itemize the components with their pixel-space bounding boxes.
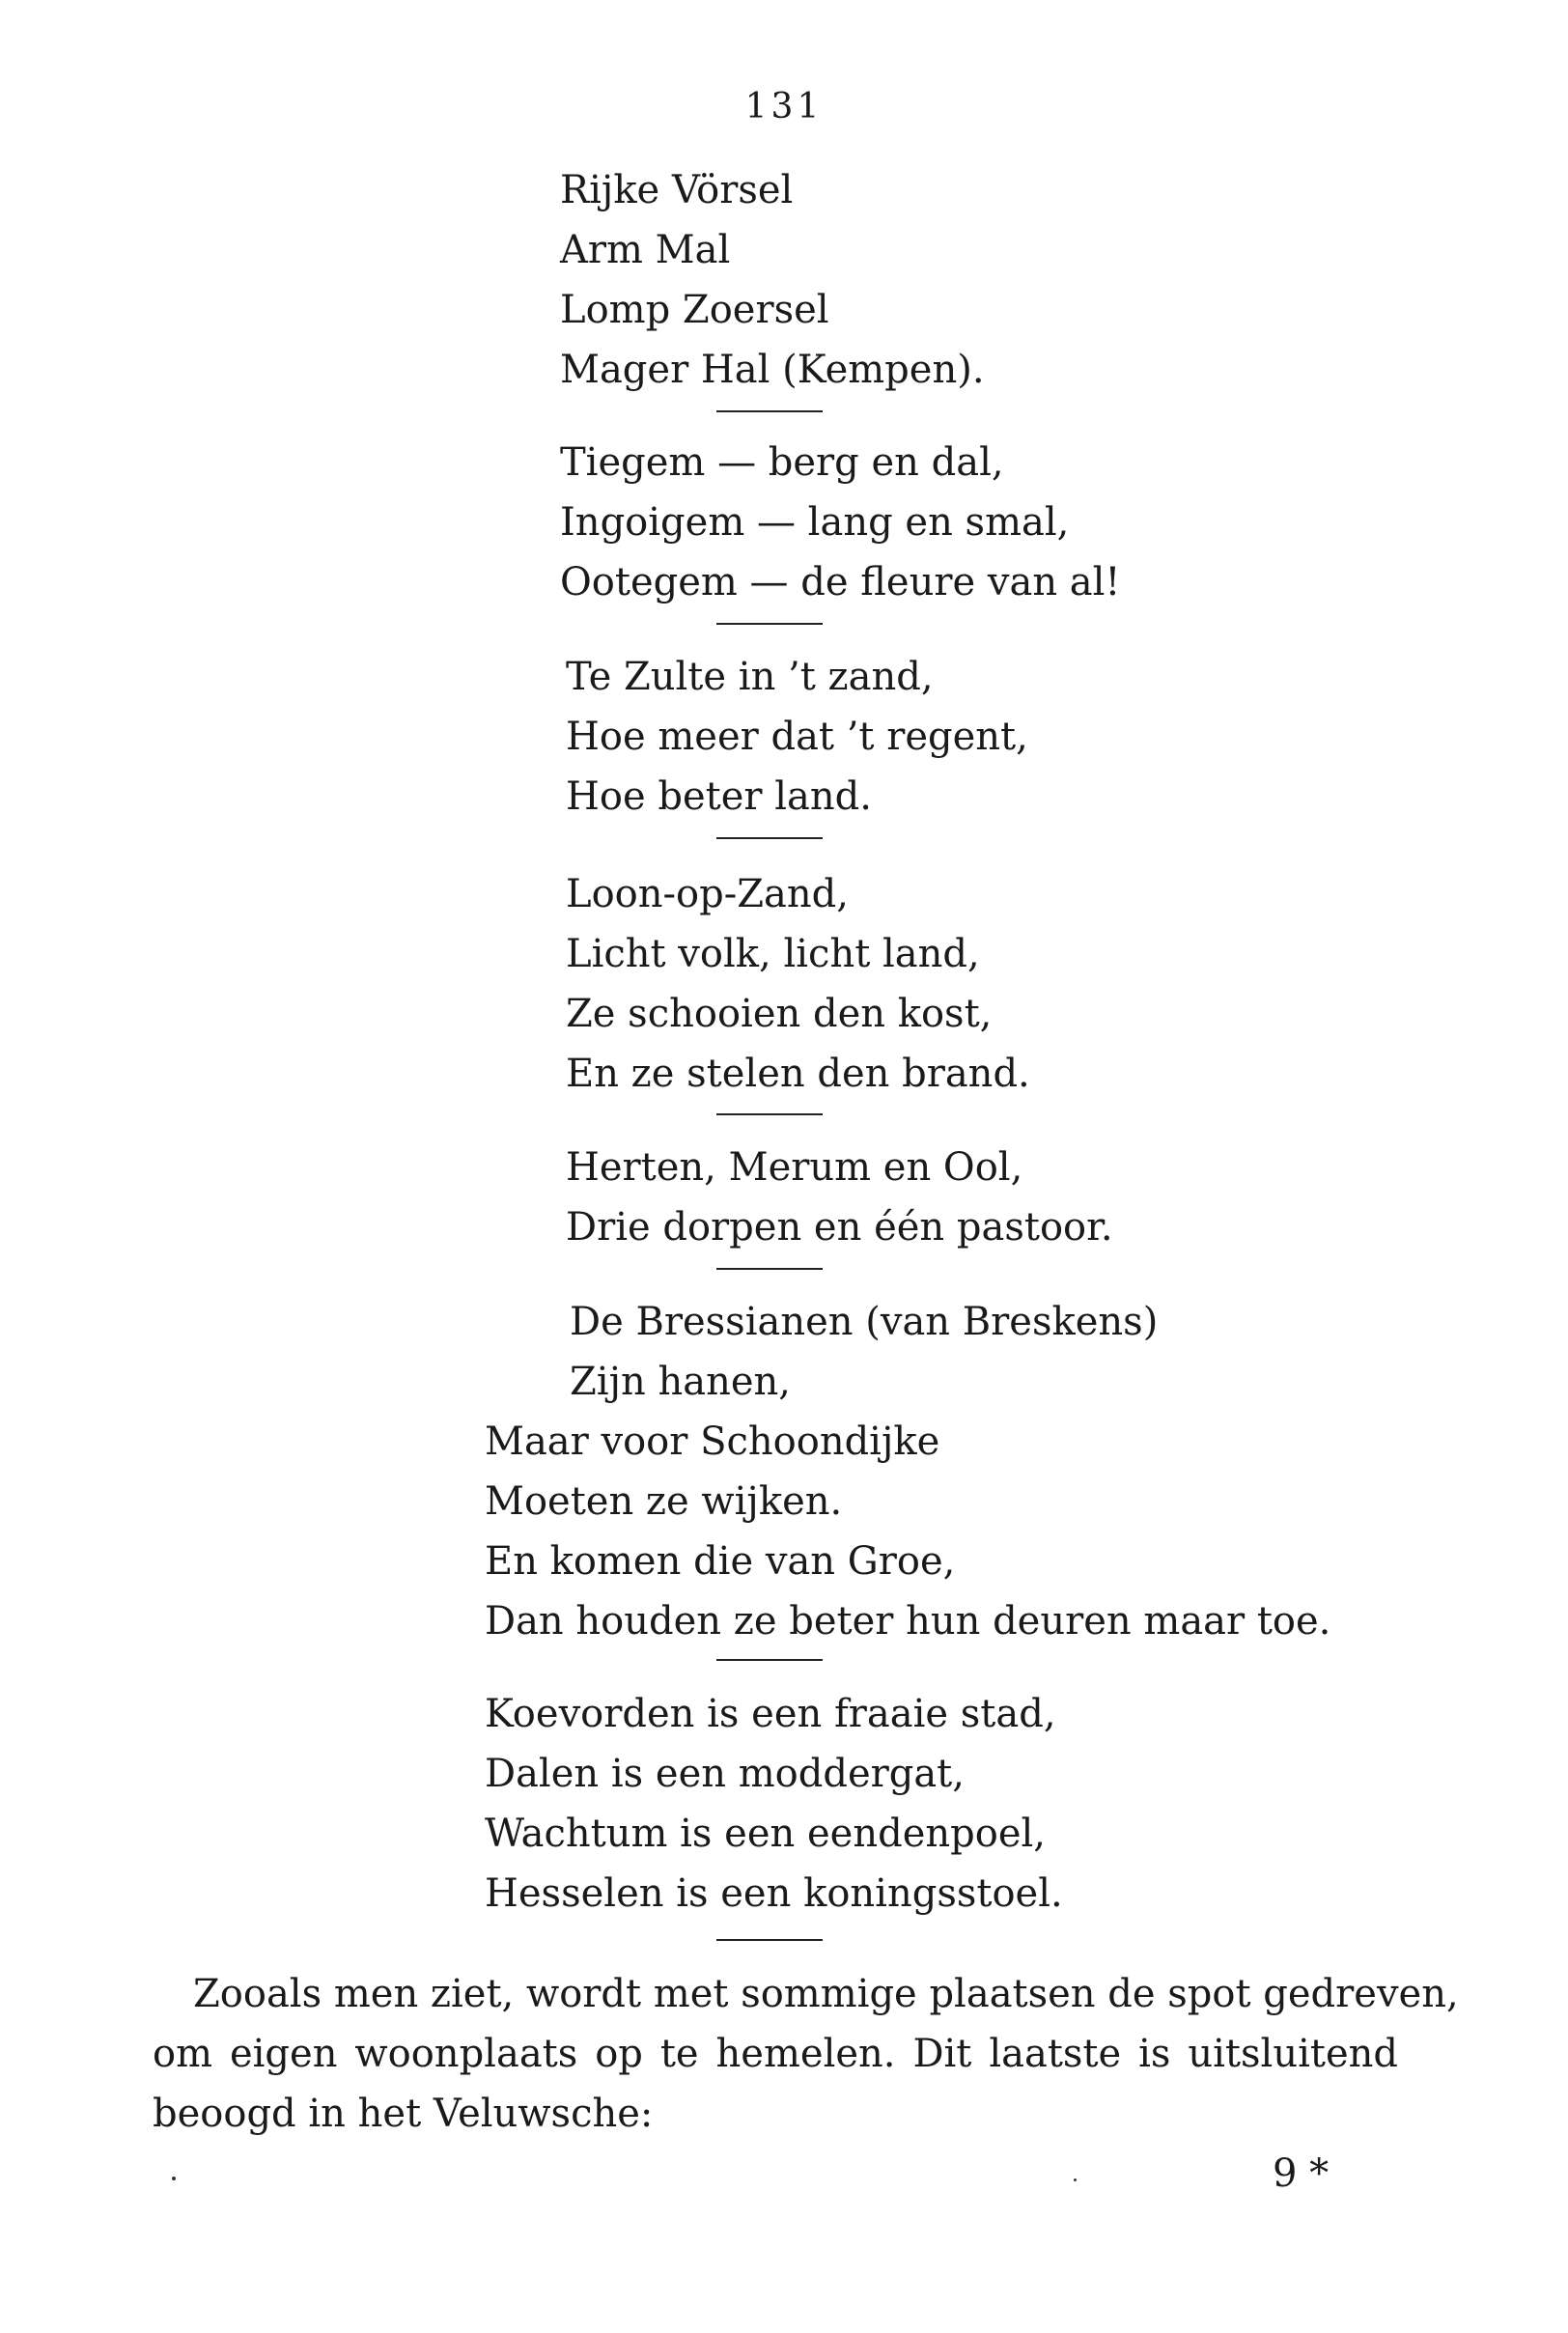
stanza-5 — [566, 1138, 1113, 1257]
verse-line: Lomp Zoersel — [560, 288, 829, 332]
verse-line: Rijke Vörsel — [560, 168, 794, 212]
section-divider — [716, 1659, 823, 1661]
stanza-6 — [570, 1292, 1158, 1412]
verse-line: Loon-op-Zand, — [566, 872, 849, 916]
verse-line: Wachtum is een eendenpoel, — [485, 1812, 1046, 1856]
prose-line: beoogd in het Veluwsche: — [153, 2092, 654, 2136]
verse-line: Ze schooien den kost, — [566, 992, 993, 1036]
verse-line: Te Zulte in ’t zand, — [566, 655, 934, 699]
stanza-7 — [485, 1412, 1330, 1651]
verse-line: Zijn hanen, — [570, 1360, 791, 1404]
verse-line: Dalen is een moddergat, — [485, 1752, 965, 1796]
verse-line: Maar voor Schoondijke — [485, 1419, 940, 1464]
verse-line: Tiegem — berg en dal, — [560, 440, 1004, 485]
verse-line: Dan houden ze beter hun deuren maar toe. — [485, 1599, 1331, 1644]
prose-line: Zooals men ziet, wordt met sommige plaatsen de spot gedreven, — [193, 1972, 1459, 2016]
verse-line: Ingoigem — lang en smal, — [560, 500, 1070, 545]
prose-line: om eigen woonplaats op te hemelen. Dit laatste is uitsluitend — [153, 2032, 1398, 2076]
section-divider — [716, 837, 823, 839]
verse-line: Hoe meer dat ’t regent, — [566, 715, 1028, 759]
signature-mark: 9 * — [1273, 2151, 1330, 2196]
verse-line: Drie dorpen en één pastoor. — [566, 1205, 1113, 1250]
prose-paragraph — [153, 1964, 1459, 2144]
section-divider — [716, 623, 823, 625]
verse-line: Moeten ze wijken. — [485, 1479, 843, 1524]
verse-line: En ze stelen den brand. — [566, 1052, 1030, 1096]
verse-line: En komen die van Groe, — [485, 1539, 956, 1584]
verse-line: De Bressianen (van Breskens) — [570, 1300, 1159, 1344]
section-divider — [716, 1113, 823, 1115]
stanza-8 — [485, 1684, 1063, 1924]
verse-line: Arm Mal — [560, 228, 731, 272]
section-divider — [716, 1939, 823, 1941]
section-divider — [716, 410, 823, 412]
verse-line: Hesselen is een koningsstoel. — [485, 1871, 1063, 1916]
stanza-2 — [560, 433, 1121, 612]
verse-line: Koevorden is een fraaie stad, — [485, 1692, 1056, 1736]
verse-line: Ootegem — de fleure van al! — [560, 560, 1121, 604]
verse-line: Mager Hal (Kempen). — [560, 348, 985, 392]
speck — [172, 2177, 176, 2180]
stanza-4 — [566, 864, 1030, 1104]
stanza-3 — [566, 647, 1028, 827]
verse-line: Licht volk, licht land, — [566, 932, 980, 976]
page-number: 131 — [744, 87, 824, 126]
verse-line: Hoe beter land. — [566, 774, 872, 819]
verse-line: Herten, Merum en Ool, — [566, 1145, 1023, 1190]
speck — [1074, 2178, 1077, 2181]
section-divider — [716, 1268, 823, 1270]
stanza-1 — [560, 160, 985, 400]
